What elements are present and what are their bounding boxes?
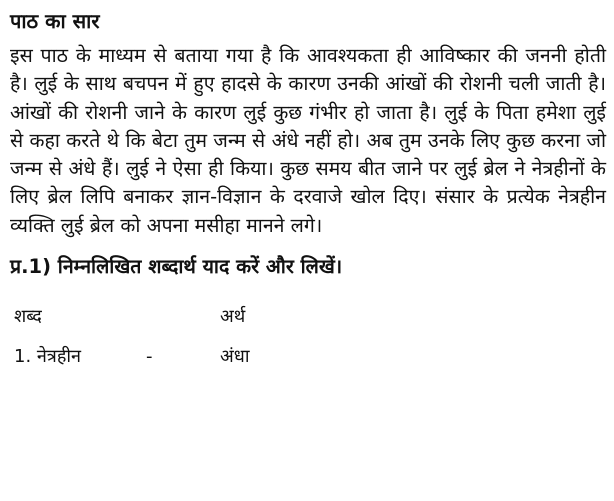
- summary-paragraph: इस पाठ के माध्यम से बताया गया है कि आवश्यकता ही आविष्कार की जननी होती है। लुई के साथ बचपन में हुए हादसे के कारण उनकी आंखों की रोशनी चली जाती है। आंखों की रोशनी जाने के कारण लुई कुछ गंभीर हो जाता है। लुई के पिता हमेशा लुई से कहा करते थे कि बेटा तुम जन्म से अंधे नहीं हो। अब तुम उनके लिए कुछ करना जो जन्म से अंधे हैं। लुई ने ऐसा ही किया। कुछ समय बीत जाने पर लुई ब्रेल ने नेत्रहीनों के लिए ब्रेल लिपि बनाकर ज्ञान-विज्ञान के दरवाजे खोल दिए। संसार के प्रत्येक नेत्रहीन व्यक्ति लुई ब्रेल को अपना मसीहा मानने लगे।: [10, 44, 606, 237]
- vocab-word: 1. नेत्रहीन: [14, 346, 82, 368]
- vocab-meaning: अंधा: [220, 346, 250, 368]
- vocab-dash: -: [146, 345, 153, 367]
- section-title: पाठ का सार: [10, 9, 100, 33]
- header-spacer: [146, 296, 220, 336]
- header-meaning: अर्थ: [220, 306, 246, 328]
- vocab-row: [10, 336, 420, 376]
- vocab-header-row: [10, 296, 420, 336]
- vocab-table: [10, 296, 420, 376]
- question-heading: प्र.1) निम्नलिखित शब्दार्थ याद करें और लिखें।: [10, 255, 343, 279]
- header-word: शब्द: [14, 306, 42, 328]
- document-page: [10, 6, 606, 376]
